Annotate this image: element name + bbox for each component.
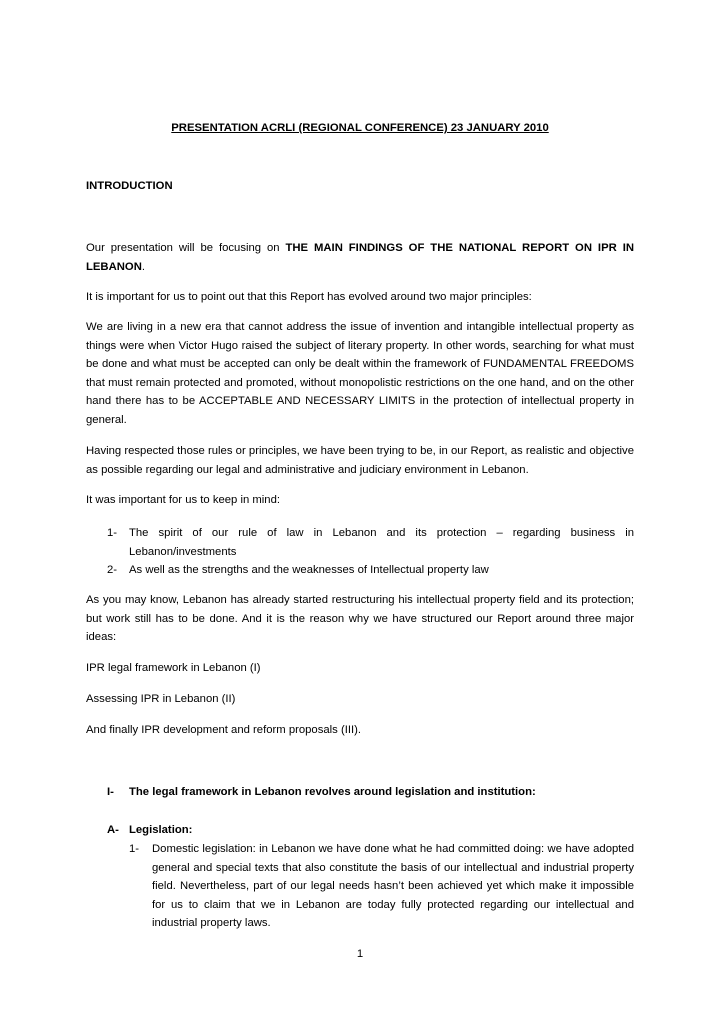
paragraph-principles: It is important for us to point out that this Report has evolved around two major principles: (86, 291, 532, 303)
paragraph-keep-in-mind: It was important for us to keep in mind: (86, 494, 281, 506)
subsection-number: A- (107, 824, 119, 836)
list-item-text: As well as the strengths and the weaknesses of Intellectual property law (129, 564, 489, 576)
paragraph-new-era: We are living in a new era that cannot address the issue of invention and intangible intellectual property as things were when Victor Hugo raised the subject of literary property. In other words, searching for what must be done and what must be accepted can only be dealt within the framework of FUNDAMENTAL FREEDOMS that must remain protected and promoted, without monopolistic restrictions on the one hand, and on the other hand there has to be ACCEPTABLE AND NECESSARY LIMITS in the protection of intellectual property in general. (86, 321, 634, 426)
list-item-number: 1- (129, 843, 140, 855)
paragraph-focus-end: . (141, 260, 145, 273)
idea-reform: And finally IPR development and reform proposals (III). (86, 724, 362, 736)
list-item-domestic-legislation (129, 840, 634, 933)
subsection-title: Legislation: (129, 824, 193, 836)
list-item-text: The spirit of our rule of law in Lebanon and its protection – regarding business in Lebanon/investments (129, 527, 634, 558)
document-title: PRESENTATION ACRLI (REGIONAL CONFERENCE) 23 JANUARY 2010 (171, 122, 549, 134)
list-item-number: 1- (107, 527, 118, 539)
paragraph-restructuring: As you may know, Lebanon has already started restructuring his intellectual property field and its protection; but work still has to be done. And it is the reason why we have structured our Report around three major ideas: (86, 594, 634, 644)
list-item-number: 2- (107, 564, 118, 576)
section-heading-i (107, 783, 634, 802)
list-item-text: Domestic legislation: in Lebanon we have done what he had committed doing: we have adopted general and special texts that also constitute the basis of our intellectual and industrial property field. Nevertheless, part of our legal needs hasn’t been achieved yet which make it impossible for us to claim that we in Lebanon are today fully protected regarding our intellectual and industrial property laws. (152, 843, 634, 930)
list-item (107, 524, 634, 561)
paragraph-focus-bold: THE MAIN FINDINGS OF THE NATIONAL REPORT ON IPR IN LEBANON (86, 242, 634, 273)
idea-assessing: Assessing IPR in Lebanon (II) (86, 693, 236, 705)
subsection-heading-a (107, 821, 634, 840)
paragraph-focus-text: Our presentation will be focusing on (86, 242, 286, 254)
list-item (107, 561, 634, 580)
section-title: The legal framework in Lebanon revolves around legislation and institution: (129, 786, 536, 798)
section-number: I- (107, 786, 114, 798)
paragraph-focus (86, 239, 634, 276)
introduction-heading: INTRODUCTION (86, 180, 173, 192)
page-number: 1 (356, 948, 364, 960)
idea-legal-framework: IPR legal framework in Lebanon (I) (86, 662, 261, 674)
paragraph-rules: Having respected those rules or principles, we have been trying to be, in our Report, as realistic and objective as possible regarding our legal and administrative and judiciary environment in Lebanon. (86, 445, 634, 476)
